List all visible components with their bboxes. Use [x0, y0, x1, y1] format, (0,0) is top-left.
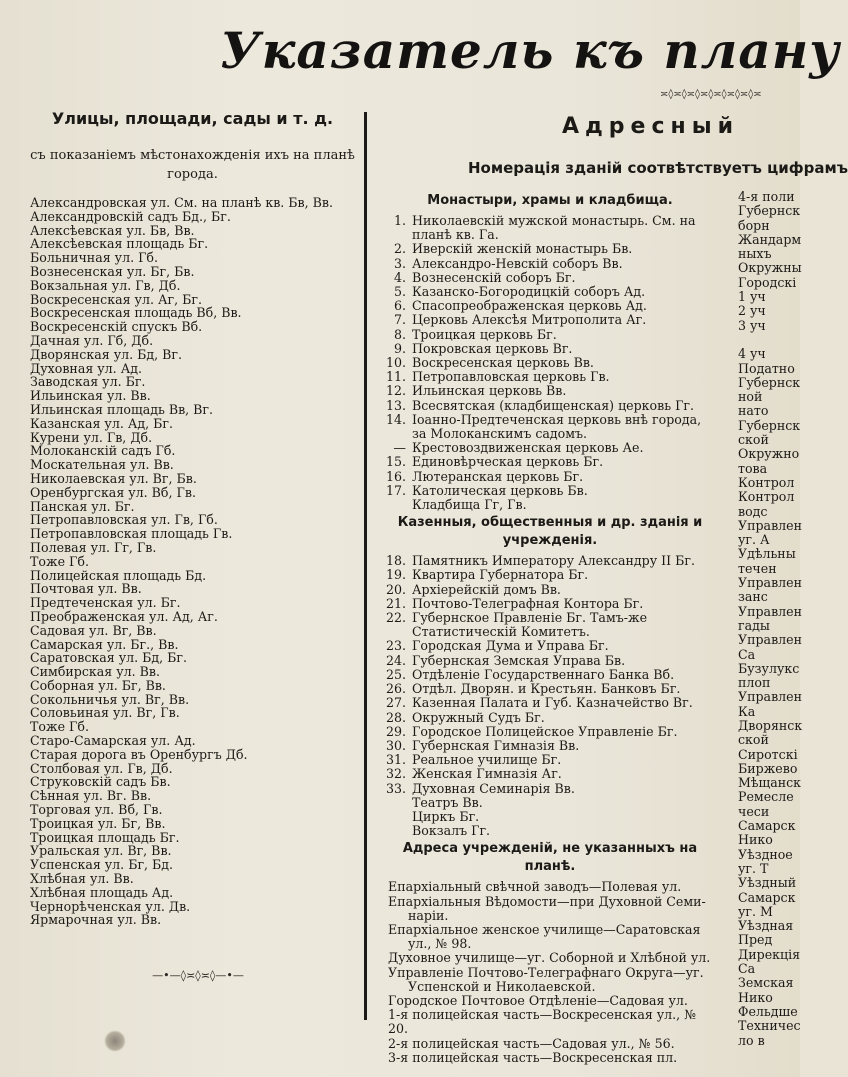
- entry-text: Крестовоздвиженская церковь Ае.: [412, 440, 644, 456]
- entry-number: [384, 810, 412, 824]
- building-entry: [384, 568, 716, 582]
- cropped-entry: Са: [738, 961, 756, 977]
- address-text: Епархіальное женское училище—Саратовская: [388, 921, 701, 937]
- street-entry: Заводская ул. Бг.: [30, 374, 146, 390]
- cropped-entry: [738, 333, 800, 347]
- entry-text: Воскресенская церковь Вв.: [412, 355, 594, 371]
- entry-number: 27.: [385, 695, 406, 711]
- address-entry: [384, 1037, 716, 1051]
- building-entry: [384, 484, 716, 498]
- entry-number: 19.: [385, 567, 406, 583]
- street-entry: Воскресенская площадь Вб, Вв.: [30, 305, 242, 321]
- cropped-entry: ло в: [738, 1032, 765, 1048]
- entry-text: Ильинская церковь Вв.: [412, 383, 567, 399]
- street-entry: Уральская ул. Вг, Вв.: [30, 843, 172, 859]
- street-entry: Симбирская ул. Вв.: [30, 664, 161, 680]
- building-entry: [384, 257, 716, 271]
- building-entry: [384, 399, 716, 413]
- building-entry: [384, 285, 716, 299]
- entry-number: 21.: [385, 595, 406, 611]
- building-entry: [384, 810, 716, 824]
- entry-text: Губернское Правленіе Бг. Тамъ-же Статистическій Комитетъ.: [412, 610, 648, 640]
- entry-number: —: [393, 440, 406, 456]
- entry-number: 25.: [385, 666, 406, 682]
- cropped-entry: занс: [738, 589, 768, 605]
- cropped-entry: водс: [738, 503, 768, 519]
- entry-text: Кладбища Гг, Гв.: [412, 497, 527, 513]
- street-entry: Предтеченская ул. Бг.: [30, 595, 181, 611]
- addresses-heading: Адреса учрежденій, не указанныхъ на планѣ.: [402, 841, 698, 875]
- entry-number: 16.: [385, 468, 406, 484]
- cropped-entry: Дворянск: [738, 717, 803, 733]
- building-entry: [384, 668, 716, 682]
- cropped-entry: Фельдше: [738, 1003, 798, 1019]
- street-entry: Тоже Гб.: [30, 553, 89, 569]
- street-entry: Троицкая площадь Бг.: [30, 829, 180, 845]
- cropped-entry: ныхъ: [738, 246, 772, 262]
- cropped-entry: Бузулукс: [738, 660, 800, 676]
- street-entry: Ярмарочная ул. Вв.: [30, 912, 162, 928]
- cropped-entry: Уѣздная: [738, 918, 794, 934]
- street-entry: Полицейская площадь Бд.: [30, 567, 207, 583]
- entry-number: 11.: [385, 369, 406, 385]
- entry-text: Казанско-Богородицкій соборъ Ад.: [412, 284, 646, 300]
- cropped-entry: чеси: [738, 803, 770, 819]
- entry-number: 9.: [393, 340, 406, 356]
- entry-number: 1.: [393, 213, 406, 228]
- building-entry: [384, 271, 716, 285]
- cropped-entry: гады: [738, 617, 770, 633]
- streets-subheading: съ показаніемъ мѣстонахожденія ихъ на планѣ города.: [30, 148, 355, 182]
- cropped-entry: Биржево: [738, 760, 798, 776]
- address-continuation: ул., № 98.: [408, 936, 472, 952]
- building-entry: [384, 470, 716, 484]
- building-entry: [384, 242, 716, 256]
- street-entry: Саратовская ул. Бд, Бг.: [30, 650, 188, 666]
- street-entry: Хлѣбная площадь Ад.: [30, 884, 174, 900]
- cropped-entry: плоп: [738, 675, 771, 691]
- cropped-entry: уг. Т: [738, 860, 769, 876]
- entry-text: Всесвятская (кладбищенская) церковь Гг.: [412, 397, 695, 413]
- cropped-entry: нато: [738, 403, 769, 419]
- entry-number: 24.: [385, 652, 406, 668]
- cropped-entry: Городскі: [738, 274, 797, 290]
- building-entry: [384, 583, 716, 597]
- building-entry: [384, 753, 716, 767]
- entry-text: Архіерейскій домъ Вв.: [412, 581, 561, 597]
- street-entry: Сѣнная ул. Вг. Вв.: [30, 788, 152, 804]
- entry-number: 31.: [385, 752, 406, 768]
- entry-text: Церковь Алексѣя Митрополита Аг.: [412, 312, 647, 328]
- entry-number: 13.: [385, 397, 406, 413]
- building-entry: [384, 682, 716, 696]
- street-entry: Алексѣевская ул. Бв, Вв.: [30, 222, 195, 238]
- street-entry: Преображенская ул. Ад, Аг.: [30, 608, 218, 624]
- street-entry: Москательная ул. Вв.: [30, 457, 174, 473]
- street-entry: Вокзальная ул. Гв, Дб.: [30, 277, 181, 293]
- cropped-entry: Земская: [738, 975, 794, 991]
- street-entry: Столбовая ул. Гв, Дб.: [30, 760, 173, 776]
- cropped-entry: Самарск: [738, 889, 796, 905]
- street-entry: Старо-Самарская ул. Ад.: [30, 733, 196, 749]
- cropped-entry: Податно: [738, 360, 795, 376]
- entry-number: 3.: [393, 255, 406, 271]
- entry-number: 7.: [393, 312, 406, 328]
- street-entry: Хлѣбная ул. Вв.: [30, 871, 134, 887]
- address-entry: [384, 994, 716, 1008]
- street-entry: Молоканскій садъ Гб.: [30, 443, 176, 459]
- paper-stain: [104, 1030, 126, 1052]
- building-entry: [384, 455, 716, 469]
- address-section-title: Адресный: [562, 114, 740, 139]
- address-entry: [384, 1051, 716, 1065]
- cropped-entry: Управлен: [738, 632, 803, 648]
- cropped-entry: Техничес: [738, 1018, 801, 1034]
- address-text: 3-я полицейская часть—Воскресенская пл.: [388, 1049, 678, 1065]
- cropped-entry: 1 уч: [738, 289, 766, 305]
- cropped-entry: Управлен: [738, 517, 803, 533]
- cropped-entry: Управлен: [738, 603, 803, 619]
- entry-text: Лютеранская церковь Бг.: [412, 468, 584, 484]
- group-heading: Казенныя, общественныя и др. зданія и учрежденія.: [397, 515, 703, 549]
- street-entry: Самарская ул. Бг., Вв.: [30, 636, 179, 652]
- address-text: Епархіальныя Вѣдомости—при Духовной Семи-: [388, 893, 706, 909]
- building-entry: [384, 696, 716, 710]
- entry-number: 14.: [385, 411, 406, 427]
- cropped-entry: Дирекція: [738, 946, 801, 962]
- entry-number: 33.: [385, 780, 406, 796]
- street-entry: Воскресенскій спускъ Вб.: [30, 319, 203, 335]
- street-entry: Воскресенская ул. Аг, Бг.: [30, 291, 202, 307]
- building-entry: [384, 597, 716, 611]
- cropped-entry: Контрол: [738, 474, 795, 490]
- entry-text: Городское Полицейское Управленіе Бг.: [412, 723, 678, 739]
- address-entry: [384, 951, 716, 965]
- entry-number: 10.: [385, 355, 406, 371]
- street-entry: Казанская ул. Ад, Бг.: [30, 415, 173, 431]
- address-entry: [384, 923, 716, 951]
- street-entry: Торговая ул. Вб, Гв.: [30, 802, 163, 818]
- decorative-ornament: —•—◊≍◊≍◊—•—: [152, 969, 244, 982]
- cropped-entry: Нико: [738, 989, 773, 1005]
- cropped-entry: 2 уч: [738, 303, 766, 319]
- cropped-entry: течен: [738, 560, 777, 576]
- building-entry: [384, 611, 716, 639]
- entry-text: Окружный Судъ Бг.: [412, 709, 545, 725]
- entry-text: Александро-Невскій соборъ Вв.: [412, 255, 623, 271]
- address-continuation: Успенской и Николаевской.: [408, 978, 596, 994]
- entry-number: 28.: [385, 709, 406, 725]
- entry-number: 6.: [393, 298, 406, 314]
- building-entry: [384, 782, 716, 796]
- street-entry: Успенская ул. Бг, Бд.: [30, 857, 174, 873]
- entry-number: 29.: [385, 723, 406, 739]
- building-entry: [384, 313, 716, 327]
- cropped-entry: Удѣльны: [738, 546, 796, 562]
- entry-text: Почтово-Телеграфная Контора Бг.: [412, 595, 644, 611]
- building-entry: [384, 824, 716, 838]
- buildings-index-column: [384, 190, 716, 1065]
- street-entry: Панская ул. Бг.: [30, 498, 135, 514]
- street-entry: Старая дорога въ Оренбургъ Дб.: [30, 746, 248, 762]
- entry-text: Реальное училище Бг.: [412, 752, 562, 768]
- entry-number: 20.: [385, 581, 406, 597]
- entry-text: Циркъ Бг.: [412, 808, 480, 824]
- street-entry: Дачная ул. Гб, Дб.: [30, 332, 154, 348]
- entry-text: Театръ Вв.: [412, 794, 483, 810]
- street-entry: Петропавловская ул. Гв, Гб.: [30, 512, 218, 528]
- address-text: 1-я полицейская часть—Воскресенская ул., № 20.: [388, 1007, 697, 1037]
- entry-number: 12.: [385, 383, 406, 399]
- street-entry: Сокольничья ул. Вг, Вв.: [30, 691, 190, 707]
- address-entry: [384, 895, 716, 923]
- street-entry: Ильинская площадь Вв, Вг.: [30, 401, 214, 417]
- entry-number: 15.: [385, 454, 406, 470]
- street-entry: Ильинская ул. Вв.: [30, 388, 151, 404]
- cropped-entry: Са: [738, 646, 756, 662]
- entry-text: Иверскій женскій монастырь Бв.: [412, 241, 633, 257]
- page-title: Указатель къ плану: [220, 21, 841, 80]
- cropped-entry: Губернск: [738, 374, 801, 390]
- address-text: Епархіальный свѣчной заводъ—Полевая ул.: [388, 879, 682, 895]
- entry-text: Городская Дума и Управа Бг.: [412, 638, 609, 654]
- entry-text: Спасопреображенская церковь Ад.: [412, 298, 647, 314]
- entry-text: Троицкая церковь Бг.: [412, 326, 557, 342]
- cropped-entry: 4-я поли: [738, 189, 795, 204]
- street-entry: Петропавловская площадь Гв.: [30, 526, 233, 542]
- entry-number: 2.: [393, 241, 406, 257]
- street-entry: Полевая ул. Гг, Гв.: [30, 539, 157, 555]
- street-entry: Александровская ул. См. на планѣ кв. Бв, Вв.: [30, 195, 334, 210]
- street-entry: Садовая ул. Вг, Вв.: [30, 622, 157, 638]
- entry-number: 26.: [385, 681, 406, 697]
- street-entry: Соборная ул. Бг, Вв.: [30, 677, 166, 693]
- cropped-entry: ской: [738, 732, 769, 748]
- streets-index-column: [30, 108, 355, 927]
- street-entry: Почтовая ул. Вв.: [30, 581, 142, 597]
- entry-text: Женская Гимназія Аг.: [412, 766, 562, 782]
- cropped-right-column: [738, 189, 803, 1048]
- entry-text: Вознесенскій соборъ Бг.: [412, 269, 576, 285]
- street-entry: Александровскій садъ Бд., Бг.: [30, 208, 231, 224]
- cropped-entry: Мѣщанск: [738, 775, 802, 791]
- entry-text: Памятникъ Императору Александру II Бг.: [412, 553, 695, 569]
- cropped-entry: Жандарм: [738, 231, 802, 247]
- cropped-entry: Нико: [738, 832, 773, 848]
- entry-number: 4.: [393, 269, 406, 285]
- entry-number: 5.: [393, 284, 406, 300]
- streets-heading: Улицы, площади, сады и т. д.: [51, 109, 334, 128]
- cropped-entry: уг. А: [738, 532, 770, 548]
- entry-number: [384, 824, 412, 838]
- cropped-entry: Сиротскі: [738, 746, 798, 762]
- column-divider: [364, 112, 367, 1020]
- building-entry: [384, 639, 716, 653]
- address-text: Духовное училище—уг. Соборной и Хлѣбной ул.: [388, 950, 711, 966]
- address-entry: [384, 880, 716, 894]
- street-entry: Курени ул. Гв, Дб.: [30, 429, 153, 445]
- street-list: [30, 196, 355, 927]
- building-entry: [384, 214, 716, 242]
- building-entry: [384, 739, 716, 753]
- cropped-entry: това: [738, 460, 768, 476]
- cropped-entry: Окружно: [738, 446, 800, 462]
- building-entry: [384, 413, 716, 441]
- building-entry: [384, 328, 716, 342]
- building-entry: [384, 342, 716, 356]
- entry-text: Католическая церковь Бв.: [412, 482, 588, 498]
- group-heading: Монастыри, храмы и кладбища.: [427, 193, 673, 208]
- entry-text: Единовѣрческая церковь Бг.: [412, 454, 604, 470]
- entry-number: 32.: [385, 766, 406, 782]
- entry-text: Іоанно-Предтеченская церковь внѣ города, за Молоканскимъ садомъ.: [412, 411, 702, 442]
- address-text: Городское Почтовое Отдѣленіе—Садовая ул.: [388, 992, 688, 1008]
- street-entry: Струковскій садъ Бв.: [30, 774, 171, 790]
- building-entry: [384, 441, 716, 455]
- cropped-entry: Контрол: [738, 489, 795, 505]
- cropped-entry: ной: [738, 389, 763, 405]
- entry-text: Духовная Семинарія Вв.: [412, 780, 575, 796]
- address-text: 2-я полицейская часть—Садовая ул., № 56.: [388, 1035, 675, 1051]
- decorative-ornament: ≍◊≍◊≍◊≍◊≍◊≍◊≍◊≍: [660, 89, 762, 100]
- street-entry: Соловьиная ул. Вг, Гв.: [30, 705, 180, 721]
- entry-number: 22.: [385, 610, 406, 626]
- building-entry: [384, 384, 716, 398]
- street-entry: Больничная ул. Гб.: [30, 250, 158, 266]
- building-entry: [384, 370, 716, 384]
- building-entry: [384, 711, 716, 725]
- cropped-entry: Самарск: [738, 818, 796, 834]
- entry-number: [384, 796, 412, 810]
- street-entry: Вознесенская ул. Бг, Бв.: [30, 263, 195, 279]
- entry-text: Губернская Земская Управа Бв.: [412, 652, 626, 668]
- entry-text: Петропавловская церковь Гв.: [412, 369, 610, 385]
- entry-number: 30.: [385, 737, 406, 753]
- entry-text: Отдѣленіе Государственнаго Банка Вб.: [412, 666, 675, 682]
- street-entry: Оренбургская ул. Вб, Гв.: [30, 484, 196, 500]
- cropped-entry: Уѣздный: [738, 875, 797, 891]
- address-continuation: наріи.: [408, 907, 449, 923]
- building-entry: [384, 796, 716, 810]
- entry-text: Отдѣл. Дворян. и Крестьян. Банковъ Бг.: [412, 681, 681, 697]
- street-entry: Николаевская ул. Вг, Бв.: [30, 470, 197, 486]
- cropped-entry: борн: [738, 217, 770, 233]
- cropped-entry: Управлен: [738, 689, 803, 705]
- street-entry: Тоже Гб.: [30, 719, 89, 735]
- cropped-entry: уг. М: [738, 903, 773, 919]
- building-entry: [384, 767, 716, 781]
- entry-number: 8.: [393, 326, 406, 342]
- building-entry: [384, 356, 716, 370]
- cropped-entry: Губернск: [738, 203, 801, 219]
- address-text: Управленіе Почтово-Телеграфнаго Округа—уг.: [388, 964, 704, 980]
- cropped-entry: Ремесле: [738, 789, 794, 805]
- entry-text: Казенная Палата и Губ. Казначейство Вг.: [412, 695, 693, 711]
- building-entry: [384, 299, 716, 313]
- entry-text: Губернская Гимназія Вв.: [412, 737, 580, 753]
- entry-number: 17.: [385, 482, 406, 498]
- cropped-entry: Окружны: [738, 260, 802, 276]
- address-entry: [384, 966, 716, 994]
- street-entry: Дворянская ул. Бд, Вг.: [30, 346, 182, 362]
- cropped-entry: 4 уч: [738, 346, 766, 362]
- street-entry: Алексѣевская площадь Бг.: [30, 236, 209, 252]
- building-entry: [384, 498, 716, 512]
- entry-text: Квартира Губернатора Бг.: [412, 567, 589, 583]
- cropped-entry: Ка: [738, 703, 756, 719]
- entry-number: [384, 498, 412, 512]
- cropped-entry: 3 уч: [738, 317, 766, 333]
- numbering-note: Номерація зданій соотвѣтствуетъ цифрамъ: [468, 159, 848, 177]
- address-entry: [384, 1008, 716, 1036]
- cropped-entry: Уѣздное: [738, 846, 793, 862]
- building-entry: [384, 654, 716, 668]
- entry-text: Николаевскій мужской монастырь. См. на планѣ кв. Га.: [412, 213, 696, 243]
- street-entry: Чернорѣченская ул. Дв.: [30, 898, 191, 914]
- cropped-entry: ской: [738, 432, 769, 448]
- street-entry: Троицкая ул. Бг, Вв.: [30, 815, 166, 831]
- entry-number: 18.: [385, 553, 406, 569]
- entry-text: Вокзалъ Гг.: [412, 823, 491, 839]
- building-entry: [384, 554, 716, 568]
- cropped-entry: Управлен: [738, 575, 803, 591]
- cropped-entry: Губернск: [738, 417, 801, 433]
- street-entry: Духовная ул. Ад.: [30, 360, 142, 376]
- building-entry: [384, 725, 716, 739]
- entry-text: Покровская церковь Вг.: [412, 340, 573, 356]
- cropped-entry: Пред: [738, 932, 773, 948]
- entry-number: 23.: [385, 638, 406, 654]
